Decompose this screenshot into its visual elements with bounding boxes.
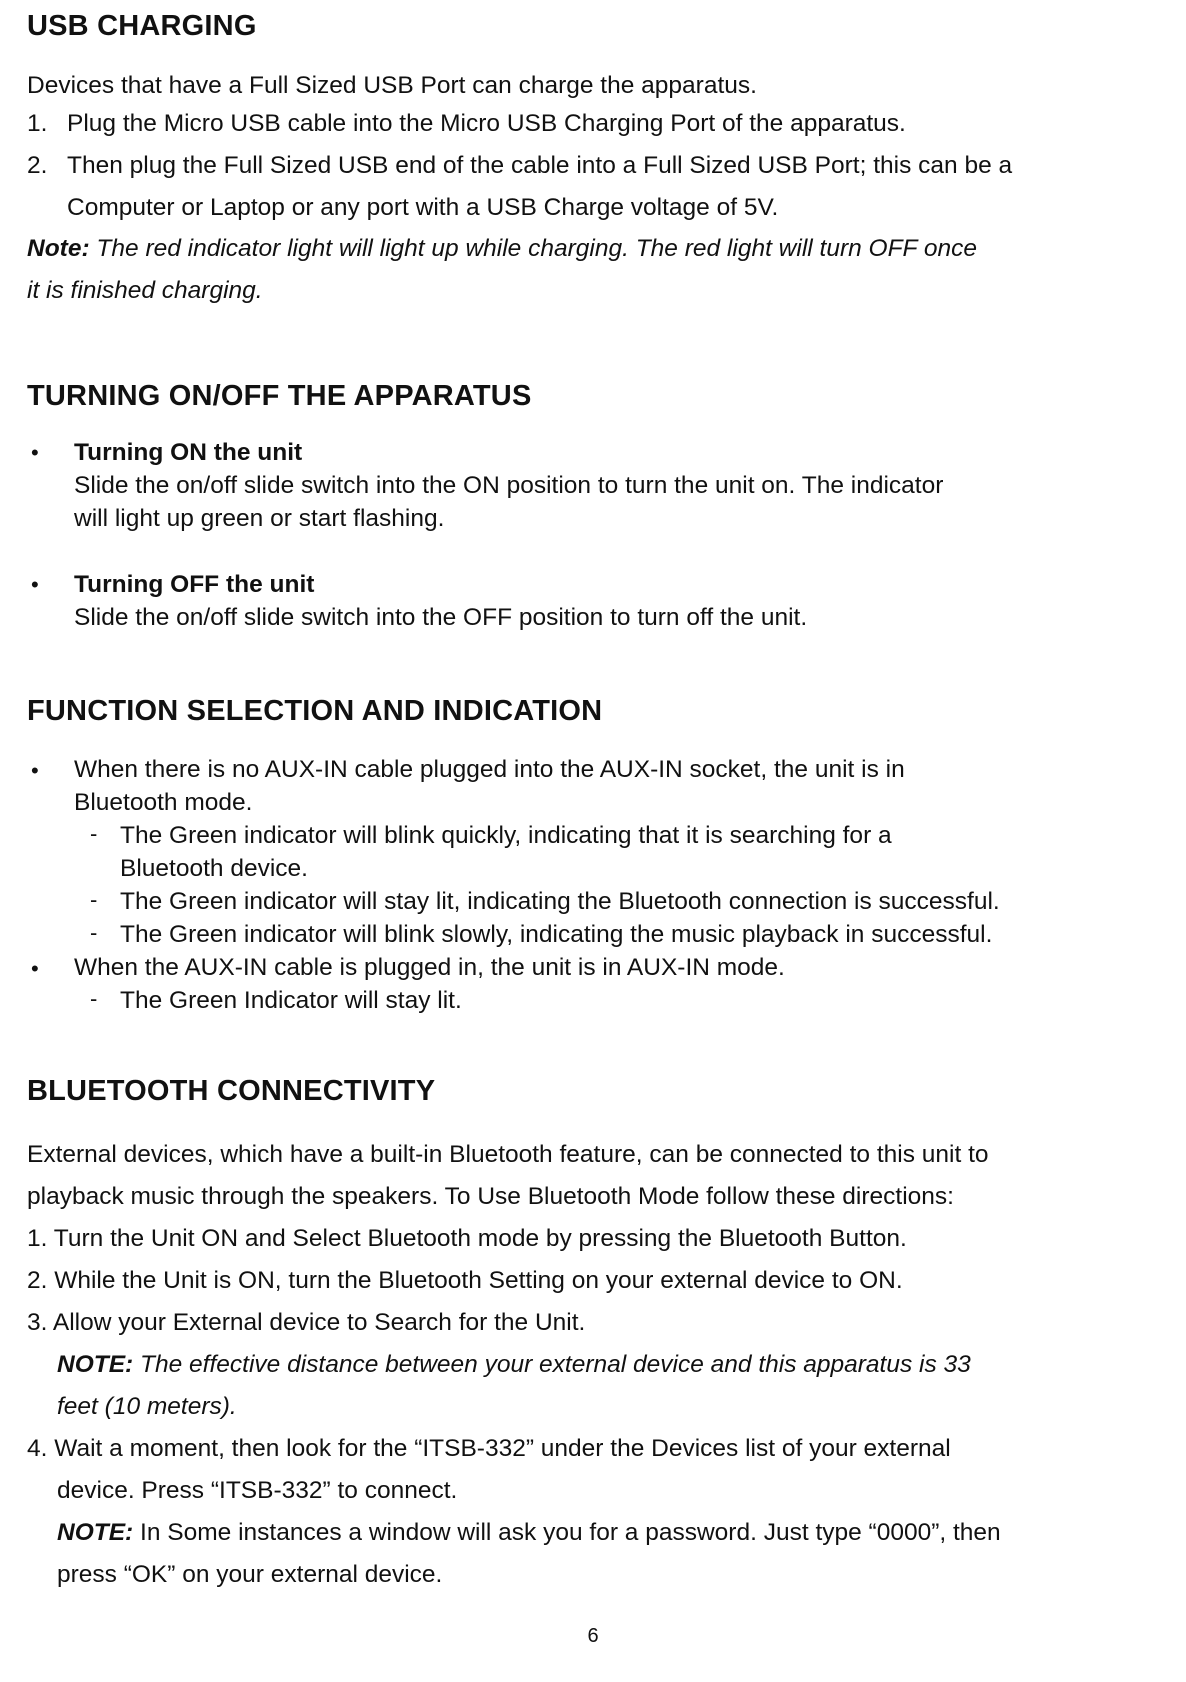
bluetooth-step-4-line-1: 4. Wait a moment, then look for the “ITSB-332” under the Devices list of your external [27,1435,951,1462]
dash-icon: - [90,887,98,912]
usb-step-2-number: 2. [27,152,48,179]
turning-on-text-1: Slide the on/off slide switch into the ON position to turn the unit on. The indicator [74,472,944,499]
bluetooth-intro-line-2: playback music through the speakers. To Use Bluetooth Mode follow these directions: [27,1183,954,1210]
dash-icon: - [90,821,98,846]
usb-note-text-1: The red indicator light will light up while charging. The red light will turn OFF once [89,235,978,262]
usb-step-2-line-1: Then plug the Full Sized USB end of the cable into a Full Sized USB Port; this can be a [67,152,1013,179]
function-bullet-2: When the AUX-IN cable is plugged in, the unit is in AUX-IN mode. [74,954,785,981]
bullet-icon: • [31,440,39,465]
page-number: 6 [587,1625,599,1647]
bullet-icon: • [31,956,39,981]
bluetooth-note-2-line-2: press “OK” on your external device. [57,1561,443,1588]
turning-on-text-2: will light up green or start flashing. [74,505,445,532]
dash-icon: - [90,986,98,1011]
usb-note-line-2: it is finished charging. [27,277,263,304]
turning-off-text: Slide the on/off slide switch into the OFF position to turn off the unit. [74,604,808,631]
usb-note-label: Note: [27,235,90,262]
function-dash-1-line-2: Bluetooth device. [120,855,308,882]
bluetooth-step-2: 2. While the Unit is ON, turn the Bluetooth Setting on your external device to ON. [27,1267,903,1294]
section-title-usb-charging: USB CHARGING [27,10,257,42]
bluetooth-note-1-text: The effective distance between your external device and this apparatus is 33 [133,1351,971,1378]
section-title-function-selection: FUNCTION SELECTION AND INDICATION [27,695,603,727]
function-bullet-1-line-1: When there is no AUX-IN cable plugged into the AUX-IN socket, the unit is in [74,756,905,783]
bluetooth-intro-line-1: External devices, which have a built-in Bluetooth feature, can be connected to this unit to [27,1141,989,1168]
turning-off-heading: Turning OFF the unit [74,571,315,598]
bluetooth-step-1: 1. Turn the Unit ON and Select Bluetooth mode by pressing the Bluetooth Button. [27,1225,907,1252]
function-bullet-1-line-2: Bluetooth mode. [74,789,253,816]
section-title-turning-on-off: TURNING ON/OFF THE APPARATUS [27,380,532,412]
bluetooth-note-2-text: In Some instances a window will ask you for a password. Just type “0000”, then [133,1519,1001,1546]
section-title-bluetooth-connectivity: BLUETOOTH CONNECTIVITY [27,1075,436,1107]
bluetooth-note-2-line-1 [57,1517,1001,1549]
usb-step-2-line-2: Computer or Laptop or any port with a USB Charge voltage of 5V. [67,194,779,221]
usb-step-1: Plug the Micro USB cable into the Micro USB Charging Port of the apparatus. [67,110,906,137]
usb-intro: Devices that have a Full Sized USB Port can charge the apparatus. [27,72,757,99]
bluetooth-step-4-line-2: device. Press “ITSB-332” to connect. [57,1477,458,1504]
bullet-icon: • [31,758,39,783]
bluetooth-note-1-line-1 [57,1349,971,1381]
bluetooth-step-3: 3. Allow your External device to Search for the Unit. [27,1309,586,1336]
turning-on-heading: Turning ON the unit [74,439,303,466]
function-dash-4: The Green Indicator will stay lit. [120,987,462,1014]
bluetooth-note-1-line-2: feet (10 meters). [57,1393,237,1420]
usb-step-1-number: 1. [27,110,48,137]
bullet-icon: • [31,572,39,597]
dash-icon: - [90,920,98,945]
usb-note-line-1 [27,233,977,265]
bluetooth-note-1-label: NOTE: [57,1351,134,1378]
function-dash-3: The Green indicator will blink slowly, indicating the music playback in successful. [120,921,993,948]
function-dash-2: The Green indicator will stay lit, indicating the Bluetooth connection is successful. [120,888,1000,915]
function-dash-1-line-1: The Green indicator will blink quickly, indicating that it is searching for a [120,822,892,849]
bluetooth-note-2-label: NOTE: [57,1519,134,1546]
